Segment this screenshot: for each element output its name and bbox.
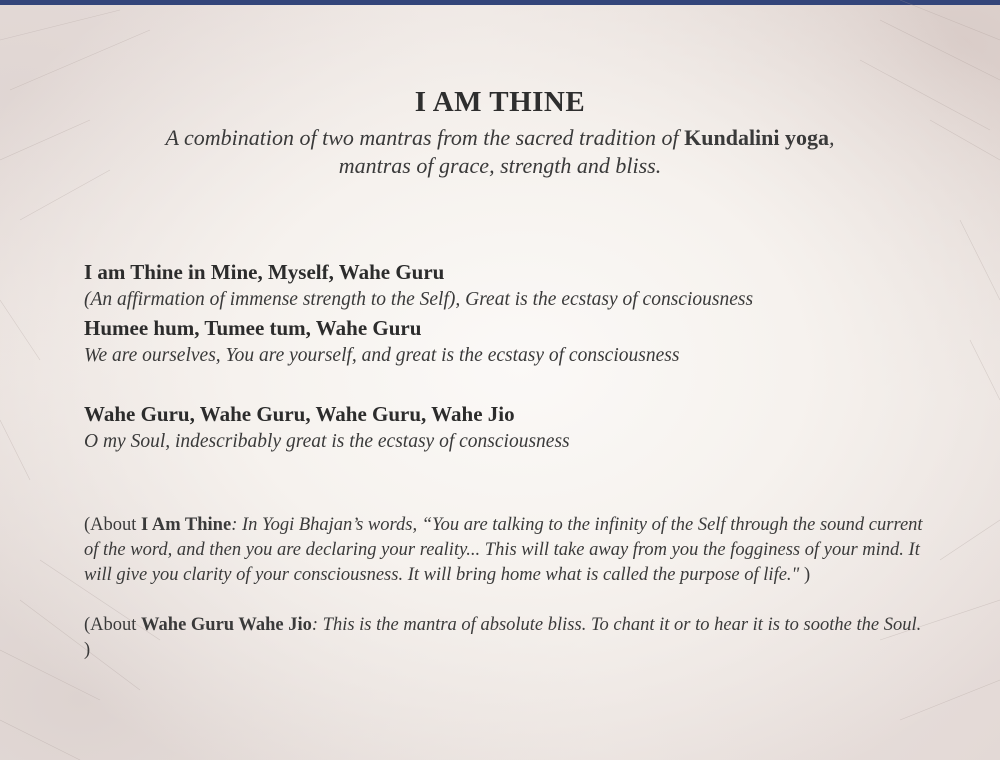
mantra-line-1: I am Thine in Mine, Myself, Wahe Guru bbox=[84, 260, 445, 284]
notes-section bbox=[84, 513, 924, 688]
note-wahe-guru-wahe-jio bbox=[84, 613, 924, 663]
note-2-subject: Wahe Guru Wahe Jio bbox=[141, 615, 312, 635]
note-2-close: ) bbox=[84, 640, 91, 660]
top-border-strip bbox=[0, 0, 1000, 5]
subtitle-text: A combination of two mantras from the sacred tradition of bbox=[165, 125, 685, 150]
mantra-line-2: Humee hum, Tumee tum, Wahe Guru bbox=[84, 316, 422, 340]
mantra-section bbox=[84, 258, 964, 456]
mantra-translation-3: O my Soul, indescribably great is the ecstasy of consciousness bbox=[84, 431, 570, 452]
page-subtitle bbox=[100, 124, 900, 180]
mantra-translation-1: (An affirmation of immense strength to the Self), Great is the ecstasy of consciousness bbox=[84, 289, 754, 310]
note-2-open: (About bbox=[84, 615, 142, 635]
note-2-text: : This is the mantra of absolute bliss. To chant it or to hear it is to soothe the Soul. bbox=[311, 615, 922, 635]
note-1-close: ) bbox=[799, 565, 811, 585]
note-1-subject: I Am Thine bbox=[141, 515, 232, 535]
page-title: I AM THINE bbox=[414, 86, 586, 118]
subtitle-punctuation: , bbox=[829, 125, 835, 150]
subtitle-line-2: mantras of grace, strength and bliss. bbox=[338, 153, 662, 178]
mantra-translation-2: We are ourselves, You are yourself, and great is the ecstasy of consciousness bbox=[84, 345, 680, 366]
mantra-line-3: Wahe Guru, Wahe Guru, Wahe Guru, Wahe Jio bbox=[84, 402, 515, 426]
note-i-am-thine bbox=[84, 513, 924, 588]
note-1-text: : In Yogi Bhajan’s words, “You are talking to the infinity of the Self through the sound current of the word, and then you are declaring your reality... This will take away from you the fogginess of your mind. It will give you clarity of your consciousness. It will bring home what is called the purpose of life." bbox=[84, 515, 923, 585]
note-1-open: (About bbox=[84, 515, 142, 535]
subtitle-emphasis: Kundalini yoga bbox=[684, 125, 830, 150]
